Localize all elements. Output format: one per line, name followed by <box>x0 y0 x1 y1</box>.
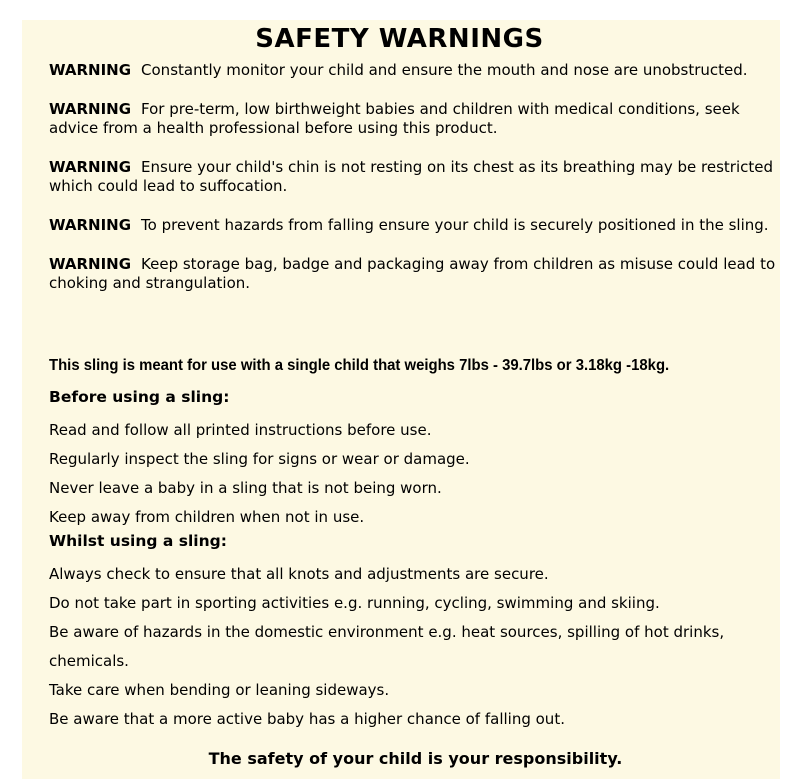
warning-label: WARNING <box>49 61 132 79</box>
warning-item <box>49 255 784 293</box>
warning-item <box>49 158 784 196</box>
warning-text: To prevent hazards from falling ensure your child is securely positioned in the sling. <box>141 216 769 234</box>
before-using-section <box>49 387 784 532</box>
list-item: Do not take part in sporting activities e.g. running, cycling, swimming and skiing. <box>49 594 660 612</box>
warning-item <box>49 61 784 80</box>
warning-item <box>49 216 784 235</box>
warning-item <box>49 100 784 138</box>
list-item: Take care when bending or leaning sideways. <box>49 681 390 699</box>
instruction-list <box>49 560 784 734</box>
warning-label: WARNING <box>49 255 132 273</box>
list-item: Never leave a baby in a sling that is not being worn. <box>49 479 442 497</box>
warning-text: Constantly monitor your child and ensure the mouth and nose are unobstructed. <box>141 61 748 79</box>
whilst-using-section <box>49 531 784 734</box>
warning-list <box>49 61 784 313</box>
page-title: SAFETY WARNINGS <box>255 24 544 54</box>
warning-text: Ensure your child's chin is not resting on its chest as its breathing may be restricted which could lead to suffocation. <box>49 158 774 195</box>
weight-limit-note: This sling is meant for use with a single child that weighs 7lbs - 39.7lbs or 3.18kg -18kg. <box>49 357 670 374</box>
list-item: Be aware that a more active baby has a higher chance of falling out. <box>49 710 565 728</box>
instruction-list <box>49 416 784 532</box>
warning-label: WARNING <box>49 216 132 234</box>
responsibility-footer: The safety of your child is your responsibility. <box>208 749 623 768</box>
warning-text: For pre-term, low birthweight babies and children with medical conditions, seek advice from a health professional before using this product. <box>49 100 740 137</box>
warning-label: WARNING <box>49 100 132 118</box>
section-heading: Before using a sling: <box>49 388 230 406</box>
list-item: Read and follow all printed instructions before use. <box>49 421 432 439</box>
list-item: Be aware of hazards in the domestic environment e.g. heat sources, spilling of hot drinks, chemicals. <box>49 623 725 670</box>
section-heading: Whilst using a sling: <box>49 532 227 550</box>
list-item: Always check to ensure that all knots and adjustments are secure. <box>49 565 549 583</box>
warning-text: Keep storage bag, badge and packaging away from children as misuse could lead to choking and strangulation. <box>49 255 776 292</box>
list-item: Regularly inspect the sling for signs or wear or damage. <box>49 450 470 468</box>
warning-label: WARNING <box>49 158 132 176</box>
list-item: Keep away from children when not in use. <box>49 508 365 526</box>
